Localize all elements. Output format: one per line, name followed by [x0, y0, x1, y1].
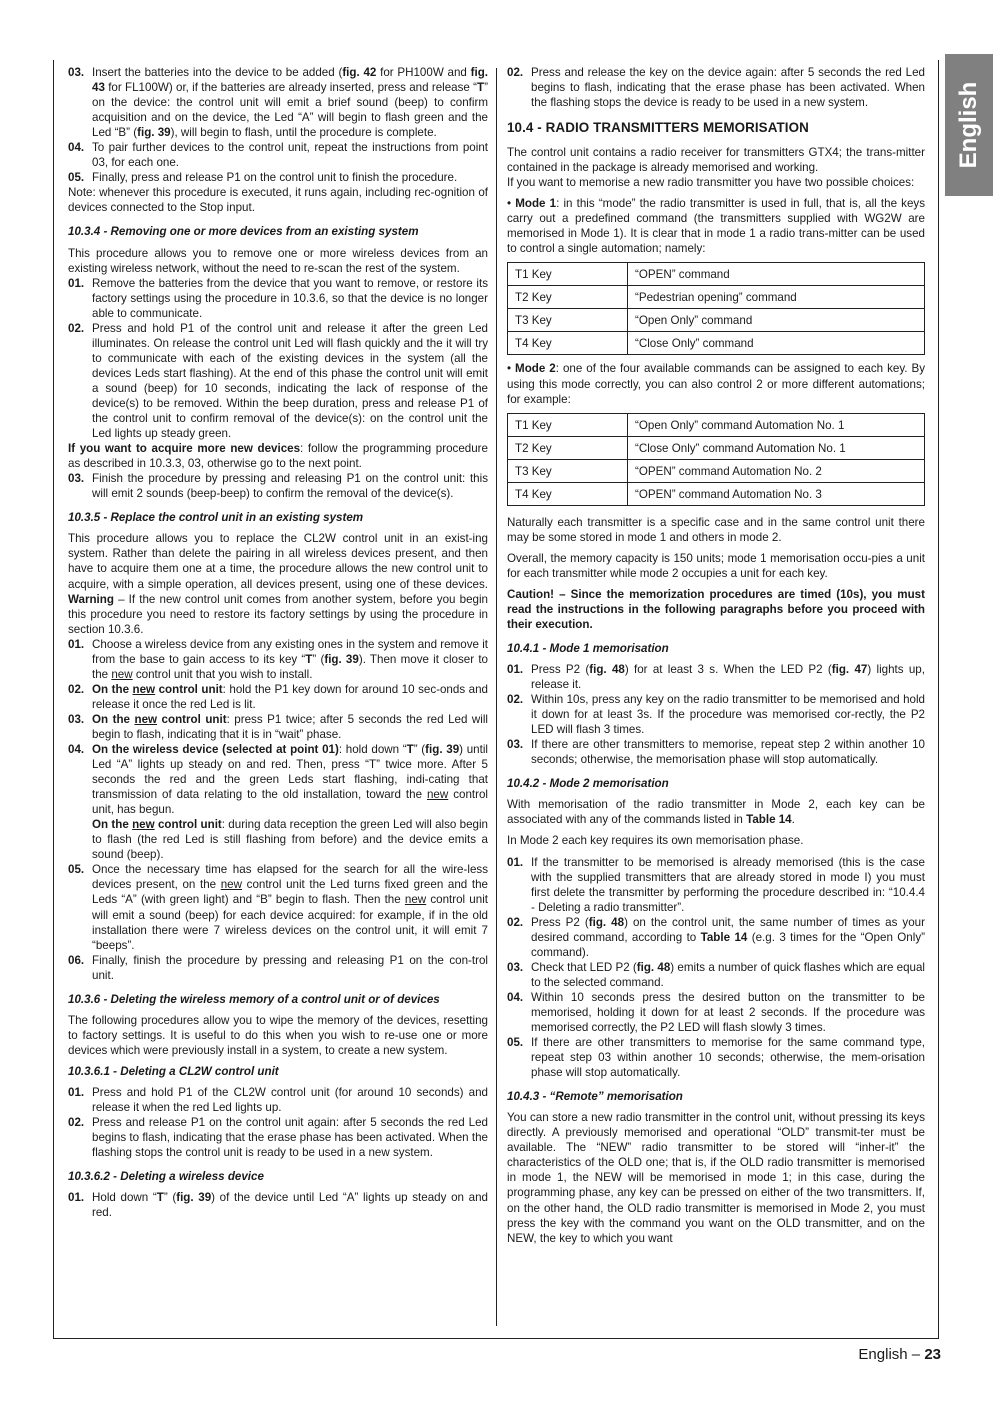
list-item: 02. Press and hold P1 of the control unit and release it after the green Led illuminates. On release the control unit Led will flash quickly and the it will try to communicate with each of the existing devices in the system (all the devices Leds start flashing). At the end of this phase the control unit will emit a sound (beep) for 10 seconds, indicating the lack of response of the device(s) to be removed. Within the beep duration, press and release P1 of the control unit to confirm removal of the device(s): on the control unit the Led lights up steady green.	[68, 321, 488, 441]
section-title: 10.4 - RADIO TRANSMITTERS MEMORISATION	[507, 120, 809, 136]
list-item: 06. Finally, finish the procedure by pressing and releasing P1 on the con-trol unit.	[68, 953, 488, 982]
table-row: T3 Key “OPEN” command Automation No. 2	[508, 459, 925, 482]
list-item: 01. Hold down “T” (fig. 39) of the device until Led “A” lights up steady on and red.	[68, 1191, 488, 1220]
list-item: 02. On the new control unit: hold the P1 key down for around 10 sec-onds and release it once the red Led is lit.	[68, 682, 488, 711]
list-item: 03. Check that LED P2 (fig. 48) emits a number of quick flashes which are equal to the selected command.	[507, 960, 925, 989]
section-heading: 10.3.6 - Deleting the wireless memory of a control unit or of devices	[68, 992, 440, 1006]
table-row: T4 Key “OPEN” command Automation No. 3	[508, 482, 925, 505]
paragraph: In Mode 2 each key requires its own memorisation phase.	[507, 834, 804, 848]
mode2-table	[507, 413, 925, 506]
list-item: 04. Within 10 seconds press the desired button on the transmitter to be memorised, holding it down for at least 2 seconds. If the procedure was memorised correctly, the P2 LED will flash slowly 3 times.	[507, 990, 925, 1035]
language-tab-label: English	[955, 81, 982, 169]
page-frame	[53, 60, 939, 1339]
section-heading: 10.4.1 - Mode 1 memorisation	[507, 641, 669, 655]
section-heading: 10.3.5 - Replace the control unit in an existing system	[68, 511, 364, 525]
paragraph: • Mode 2: one of the four available commands can be assigned to each key. By using this mode correctly, you can also control 2 or more different automations; for example:	[507, 362, 926, 406]
list-item: 02. Press and release the key on the device again: after 5 seconds the red Led begins to flash, indicating that the erase phase has been activated. When the flashing stops the device is ready to be used in a new system.	[507, 66, 925, 110]
list-item: 01. Press and hold P1 of the CL2W control unit (for around 10 seconds) and release it when the red Led lights up.	[68, 1086, 488, 1115]
section-heading: 10.3.4 - Removing one or more devices from an existing system	[68, 225, 419, 239]
mode1-table	[507, 262, 925, 355]
language-tab	[945, 54, 993, 196]
list-item: 02. Press P2 (fig. 48) on the control unit, the same number of times as your desired command, according to Table 14 (e.g. 3 times for the “Open Only” command).	[507, 915, 925, 959]
table-row: T1 Key “OPEN” command	[508, 263, 925, 286]
paragraph: If you want to acquire more new devices: follow the programming procedure as described in 10.3.3, 03, otherwise go to the next point.	[68, 442, 488, 471]
paragraph: This procedure allows you to replace the CL2W control unit in an exist-ing system. Rather than delete the pairing in all wireless devices present, and then have to acquire them one at a time, the procedure allows the new control unit to acquire, with a simple operation, all devices present, using one of these devices. Warning – If the new control unit comes from another system, before you begin this procedure you need to restore its factory settings by using the procedure in section 10.3.6.	[68, 532, 488, 636]
subsection-heading: 10.3.6.2 - Deleting a wireless device	[68, 1170, 264, 1184]
list-item: 03. Finish the procedure by pressing and releasing P1 on the control unit: this will emit 2 sounds (beep-beep) to confirm the removal of the device(s).	[68, 472, 488, 501]
list-item: 05. Finally, press and release P1 on the control unit to finish the procedure.	[68, 171, 458, 185]
left-column	[68, 65, 488, 1220]
paragraph: You can store a new radio transmitter in the control unit, without pressing its keys directly. A previously memorised and operational “OLD” transmit-ter must be available. The “NEW” radio transmitter to be stored will “inher-it” the characteristics of the OLD one; that is, if the OLD radio transmitter is memorised in mode 1, the NEW will be memorised in mode 1; in this case, during the programming phase, any key can be pressed on either of the two transmitters. If, on the other hand, the OLD radio transmitter is memorised in Mode 2, you must press the key with the command you want on the OLD transmitter, and on the NEW, the key to which you want	[507, 1111, 925, 1245]
note-paragraph: Note: whenever this procedure is executed, it runs again, including rec-ognition of devices connected to the Stop input.	[68, 186, 488, 215]
list-item: 02. Within 10s, press any key on the radio transmitter to be memorised and hold it down for at least 3s. If the procedure was memorised cor-rectly, the P2 LED will flash 3 times.	[507, 693, 925, 737]
paragraph: • Mode 1: in this “mode” the radio transmitter is used in full, that is, all the keys carry out a predefined command (the transmitters supplied with WG2W are memorised in Mode 1). It is clear that in mode 1 a radio trans-mitter can be used to control a single automation; namely:	[507, 197, 925, 256]
table-row: T2 Key “Pedestrian opening” command	[508, 286, 925, 309]
page-number: English – 23	[858, 1346, 941, 1363]
table-row: T1 Key “Open Only” command Automation No. 1	[508, 413, 925, 436]
list-item: 01. Press P2 (fig. 48) for at least 3 s. When the LED P2 (fig. 47) lights up, release it.	[507, 662, 925, 692]
list-item: 02. Press and release P1 on the control unit again: after 5 seconds the red Led begins to flash, indicating that the erase phase has been activated. When the flashing stops the control unit is ready to be used in a new system.	[68, 1116, 488, 1160]
caution-paragraph: Caution! – Since the memorization procedures are timed (10s), you must read the instructions in the following paragraphs before you proceed with their execution.	[507, 587, 925, 631]
list-item: 04. To pair further devices to the control unit, repeat the instructions from point 03, for each one.	[68, 141, 488, 170]
list-item: 05. Once the necessary time has elapsed for the search for all the wire-less devices present, on the new control unit the Led turns fixed green and the Leds “A” (with green light) and “B” begin to flash. Then the new control unit will emit a sound (beep) for each device acquired: for example, if in the old installation there were 7 wireless devices on the control unit, it will emit 7 “beeps”.	[68, 863, 489, 952]
list-item: 03. On the new control unit: press P1 twice; after 5 seconds the red Led will begin to flash, indicating that it is in “wait” phase.	[68, 712, 488, 741]
list-item: 01. If the transmitter to be memorised is already memorised (this is the case with the supplied transmitters that are already stored in mode I) you must first delete the transmitter by performing the procedure described in: “10.4.4 - Deleting a radio transmitter”.	[507, 855, 925, 914]
paragraph: Overall, the memory capacity is 150 units; mode 1 memorisation occu-pies a unit for each transmitter while mode 2 occupies a unit for each key.	[507, 551, 925, 580]
list-item: 03. If there are other transmitters to memorise, repeat step 2 within another 10 seconds; otherwise, the memorisation phase will stop automatically.	[507, 738, 925, 767]
paragraph: This procedure allows you to remove one or more wireless devices from an existing wireless network, without the need to re-scan the rest of the system.	[68, 246, 488, 275]
table-row: T4 Key “Close Only” command	[508, 332, 925, 355]
paragraph: The control unit contains a radio receiver for transmitters GTX4; the trans-mitter contained in the package is already memorised and working.	[507, 146, 925, 175]
paragraph: With memorisation of the radio transmitter in Mode 2, each key can be associated with any of the commands listed in Table 14.	[507, 798, 925, 827]
list-item: 01. Choose a wireless device from any existing ones in the system and remove it from the base to gain access to its key “T” (fig. 39). Then move it closer to the new control unit that you wish to install.	[68, 637, 488, 681]
table-row: T3 Key “Open Only” command	[508, 309, 925, 332]
list-item: 04. On the wireless device (selected at point 01): hold down “T” (fig. 39) until Led “A” lights up steady on and red. Then, press “T” twice more. After 5 seconds the red and the green Leds start flashing, indi-cating that transmission of data relating to the old installation, toward the new control unit, has begun. On the new control unit: during data reception the green Led will also begin to flash (the red Led is still flashing from before) and the device emits a sound (beep).	[68, 743, 488, 862]
list-item: 03. Insert the batteries into the device to be added (fig. 42 for PH100W and fig. 43 for FL100W) or, if the batteries are already inserted, press and release “T” on the device: the control unit will emit a brief sound (beep) to confirm acquisition and on the device, the Led “A” will begin to flash green and the Led “B” (fig. 39), will begin to flash, until the procedure is complete.	[68, 66, 488, 140]
paragraph: Naturally each transmitter is a specific case and in the same control unit there may be some stored in mode 1 and others in mode 2.	[507, 515, 925, 544]
paragraph: The following procedures allow you to wipe the memory of the devices, resetting to factory settings. It is useful to do this when you wish to re-use one or more devices which were previously install in a system, to create a new system.	[68, 1013, 488, 1057]
list-item: 05. If there are other transmitters to memorise for the same command type, repeat step 03 within another 10 seconds; otherwise, the mem-orisation phase will stop automatically.	[507, 1036, 925, 1080]
subsection-heading: 10.3.6.1 - Deleting a CL2W control unit	[68, 1064, 279, 1078]
paragraph: If you want to memorise a new radio transmitter you have two possible choices:	[507, 176, 915, 190]
column-divider	[496, 68, 497, 1326]
table-row: T2 Key “Close Only” command Automation No. 1	[508, 436, 925, 459]
section-heading: 10.4.3 - “Remote” memorisation	[507, 1090, 683, 1104]
section-heading: 10.4.2 - Mode 2 memorisation	[507, 777, 669, 791]
right-column	[507, 65, 925, 1246]
list-item: 01. Remove the batteries from the device that you want to remove, or restore its factory settings using the procedure in 10.3.6, so that the device is no longer able to communicate.	[68, 276, 488, 320]
